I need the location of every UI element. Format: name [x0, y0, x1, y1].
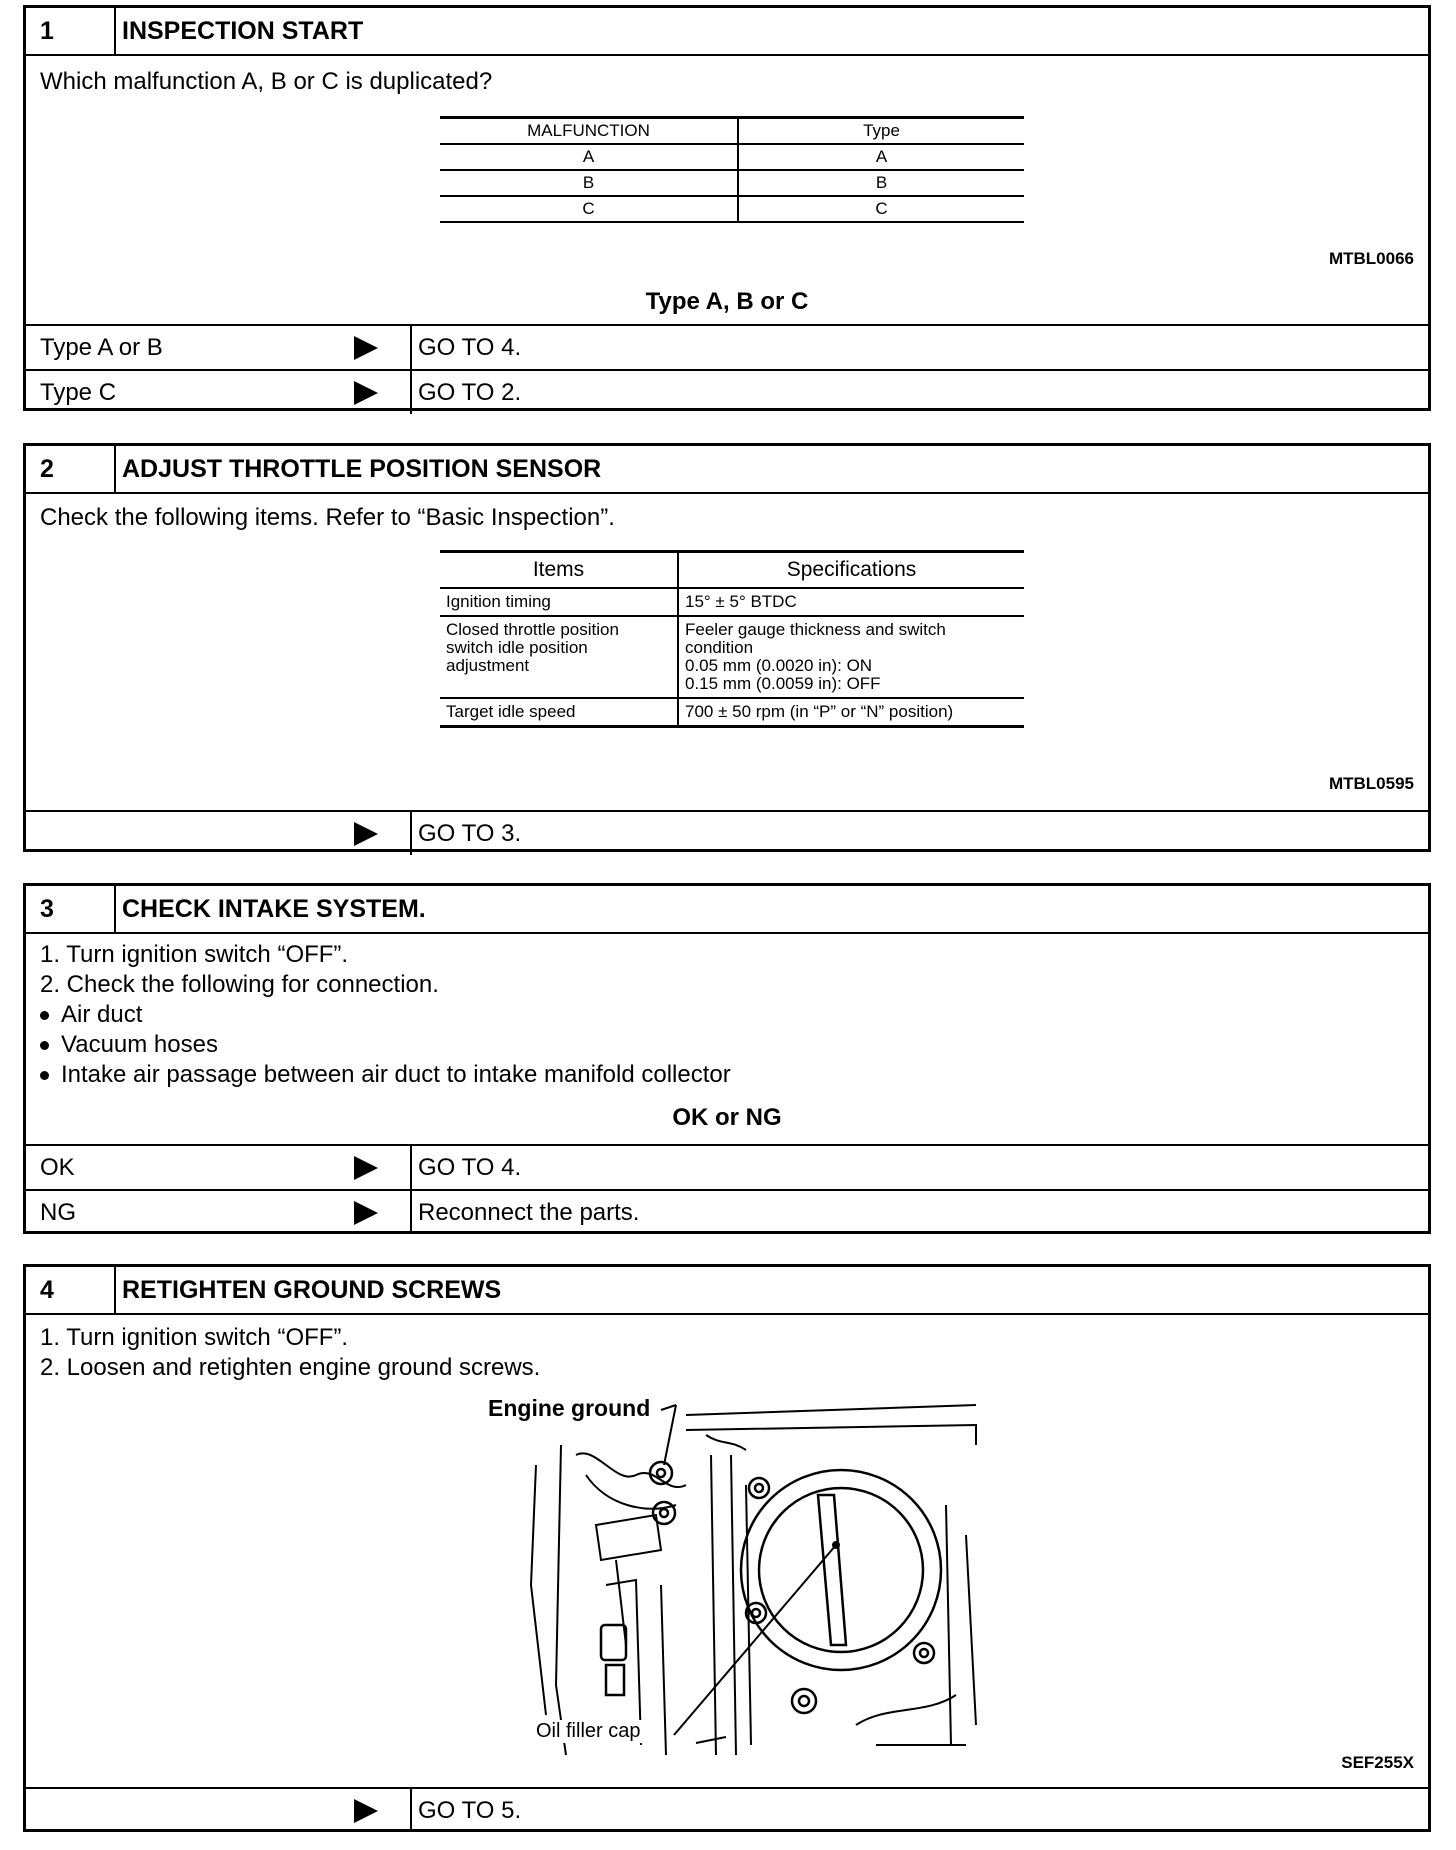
- section-body: [26, 1315, 1428, 1787]
- section-body: [26, 934, 1428, 1144]
- table-header: Specifications: [678, 552, 1024, 589]
- cell-line: condition: [685, 638, 754, 657]
- bullet-text: Air duct: [61, 1001, 143, 1028]
- arrow-right-icon: [354, 1201, 378, 1225]
- oil-filler-cap-label: Oil filler cap: [536, 1720, 641, 1742]
- section-1: [23, 5, 1431, 411]
- cell-line: adjustment: [446, 656, 530, 675]
- result-cell: GO TO 3.: [418, 819, 522, 847]
- arrow-right-icon: [354, 381, 378, 405]
- specifications-table: [440, 550, 1024, 728]
- condition-cell: [26, 1146, 412, 1189]
- bullet-item: [40, 1060, 731, 1090]
- condition-text: NG: [40, 1198, 76, 1226]
- instruction-text: Check the following items. Refer to “Basic Inspection”.: [40, 504, 615, 531]
- step-number: 2: [26, 446, 116, 492]
- engine-ground-label: Engine ground: [488, 1395, 651, 1421]
- arrow-right-icon: [354, 1156, 378, 1180]
- condition-cell: [26, 371, 412, 414]
- malfunction-table: [440, 116, 1024, 223]
- result-row: [26, 810, 1428, 855]
- section-2: [23, 443, 1431, 852]
- condition-cell: [26, 326, 412, 369]
- table-code: MTBL0066: [1328, 249, 1414, 268]
- table-cell: A: [440, 144, 738, 170]
- section-4: [23, 1264, 1431, 1832]
- cell-line: 0.05 mm (0.0020 in): ON: [685, 656, 873, 675]
- bullet-item: [40, 1000, 142, 1030]
- step-line: 2. Check the following for connection.: [40, 971, 439, 998]
- result-cell: GO TO 4.: [418, 333, 522, 361]
- table-cell: 15° ± 5° BTDC: [678, 588, 1024, 616]
- table-header: Items: [440, 552, 678, 589]
- step-title: INSPECTION START: [122, 16, 364, 45]
- table-cell: C: [738, 196, 1024, 222]
- bullet-text: Vacuum hoses: [61, 1031, 218, 1058]
- condition-cell: [26, 812, 412, 855]
- step-title: CHECK INTAKE SYSTEM.: [122, 894, 426, 923]
- table-cell: A: [738, 144, 1024, 170]
- table-cell: C: [440, 196, 738, 222]
- step-line: 2. Loosen and retighten engine ground screws.: [40, 1354, 541, 1381]
- figure-code: SEF255X: [1341, 1753, 1414, 1772]
- section-header: [26, 1267, 1428, 1315]
- result-row: [26, 1144, 1428, 1189]
- table-header: Type: [738, 118, 1024, 145]
- condition-text: Type C: [40, 378, 117, 406]
- bullet-icon: [40, 1011, 49, 1020]
- cell-line: 0.15 mm (0.0059 in): OFF: [685, 674, 881, 693]
- result-row: [26, 324, 1428, 369]
- decision-label: Type A, B or C: [645, 288, 809, 315]
- condition-text: OK: [40, 1153, 75, 1181]
- section-body: [26, 494, 1428, 810]
- table-cell: B: [440, 170, 738, 196]
- result-row: [26, 1189, 1428, 1234]
- table-cell: [440, 616, 678, 698]
- step-line: 1. Turn ignition switch “OFF”.: [40, 1324, 349, 1351]
- section-header: [26, 8, 1428, 56]
- table-cell: 700 ± 50 rpm (in “P” or “N” position): [678, 698, 1024, 727]
- engine-ground-figure: [506, 1385, 1006, 1765]
- step-number: 3: [26, 886, 116, 932]
- bullet-icon: [40, 1071, 49, 1080]
- result-row: [26, 369, 1428, 414]
- bullet-icon: [40, 1041, 49, 1050]
- cell-line: Feeler gauge thickness and switch: [685, 620, 946, 639]
- step-title: RETIGHTEN GROUND SCREWS: [122, 1275, 502, 1304]
- step-number: 1: [26, 8, 116, 54]
- table-cell: [678, 616, 1024, 698]
- table-cell: Target idle speed: [440, 698, 678, 727]
- section-header: [26, 886, 1428, 934]
- bullet-item: [40, 1030, 218, 1060]
- result-cell: GO TO 4.: [418, 1153, 522, 1181]
- result-row: [26, 1787, 1428, 1832]
- arrow-right-icon: [354, 1799, 378, 1823]
- result-cell: Reconnect the parts.: [418, 1198, 640, 1226]
- table-cell: Ignition timing: [440, 588, 678, 616]
- condition-text: Type A or B: [40, 333, 163, 361]
- cell-line: Closed throttle position: [446, 620, 619, 639]
- section-3: [23, 883, 1431, 1234]
- step-line: 1. Turn ignition switch “OFF”.: [40, 941, 349, 968]
- condition-cell: [26, 1191, 412, 1234]
- question-text: Which malfunction A, B or C is duplicated?: [40, 68, 493, 95]
- decision-label: OK or NG: [672, 1104, 782, 1131]
- cell-line: switch idle position: [446, 638, 588, 657]
- section-header: [26, 446, 1428, 494]
- table-cell: B: [738, 170, 1024, 196]
- arrow-right-icon: [354, 822, 378, 846]
- result-cell: GO TO 2.: [418, 378, 522, 406]
- bullet-text: Intake air passage between air duct to intake manifold collector: [61, 1061, 731, 1088]
- table-code: MTBL0595: [1328, 774, 1414, 793]
- step-title: ADJUST THROTTLE POSITION SENSOR: [122, 454, 602, 483]
- result-cell: GO TO 5.: [418, 1796, 522, 1824]
- arrow-right-icon: [354, 336, 378, 360]
- condition-cell: [26, 1789, 412, 1832]
- table-header: MALFUNCTION: [440, 118, 738, 145]
- section-body: [26, 56, 1428, 324]
- step-number: 4: [26, 1267, 116, 1313]
